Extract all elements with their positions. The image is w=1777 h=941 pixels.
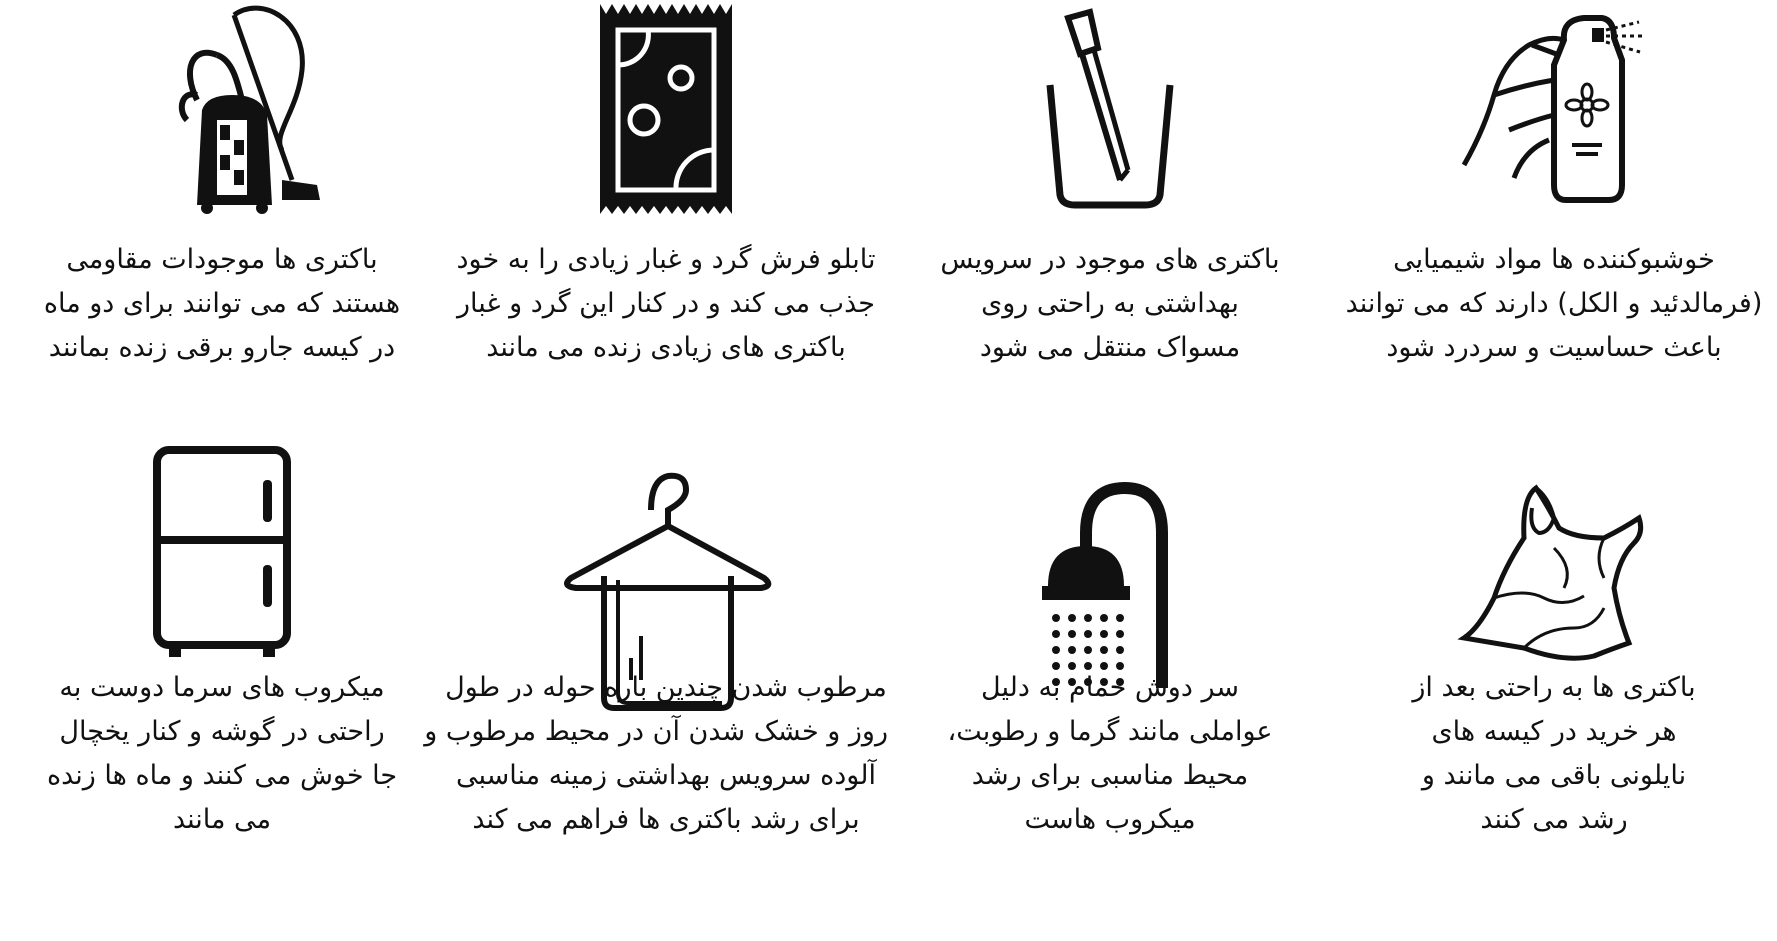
caption-line: خوشبوکننده ها مواد شیمیایی [1393, 244, 1715, 275]
caption-line: باکتری های موجود در سرویس [940, 244, 1280, 275]
caption-line: روز و خشک شدن آن در محیط مرطوب و [424, 716, 888, 747]
caption-line: هستند که می توانند برای دو ماه [43, 288, 401, 319]
caption-line: رشد می کنند [1480, 804, 1628, 835]
vacuum-cleaner-icon [0, 0, 444, 220]
caption-line: تابلو فرش گرد و غبار زیادی را به خود [456, 244, 876, 275]
caption-line: نایلونی باقی می مانند و [1421, 760, 1687, 791]
caption-line: می مانند [172, 804, 272, 835]
plastic-bag-icon [1332, 478, 1776, 678]
caption-line: سر دوش حمام به دلیل [981, 672, 1239, 703]
refrigerator-icon [0, 445, 444, 660]
caption-line: باکتری ها موجودات مقاومی [66, 244, 378, 275]
caption-line: میکروب هاست [1024, 804, 1196, 835]
caption-line: مرطوب شدن چندین باره حوله در طول [445, 672, 887, 703]
caption-line: محیط مناسبی برای رشد [971, 760, 1249, 791]
caption-line: جذب می کند و در کنار این گرد و غبار [457, 288, 875, 319]
caption [1332, 238, 1776, 370]
caption [0, 666, 444, 842]
caption-line: راحتی در گوشه و کنار یخچال [59, 716, 385, 747]
rug-icon [444, 0, 888, 220]
caption-line: برای رشد باکتری ها فراهم می کند [472, 804, 860, 835]
caption-line: مسواک منتقل می شود [979, 332, 1241, 363]
caption [444, 238, 888, 370]
caption-line: عواملی مانند گرما و رطوبت، [947, 716, 1273, 747]
toothbrush-cup-icon [888, 0, 1332, 220]
caption-line: در کیسه جارو برقی زنده بمانند [48, 332, 396, 363]
caption-line: جا خوش می کنند و ماه ها زنده [46, 760, 398, 791]
caption-line: میکروب های سرما دوست به [59, 672, 385, 703]
caption-line: بهداشتی به راحتی روی [981, 288, 1239, 319]
air-freshener-spray-icon [1332, 0, 1776, 220]
caption [1332, 666, 1776, 842]
caption [424, 666, 888, 842]
shower-head-icon [888, 478, 1332, 698]
caption-line: باکتری های زیادی زنده می مانند [486, 332, 846, 363]
caption [0, 238, 444, 370]
caption-line: باعث حساسیت و سردرد شود [1386, 332, 1722, 363]
caption-line: (فرمالدئید و الکل) دارند که می توانند [1345, 288, 1763, 319]
caption-line: باکتری ها به راحتی بعد از [1412, 672, 1696, 703]
caption-line: آلوده سرویس بهداشتی زمینه مناسبی [456, 760, 876, 791]
caption [888, 666, 1332, 842]
caption [888, 238, 1332, 370]
caption-line: هر خرید در کیسه های [1431, 716, 1677, 747]
